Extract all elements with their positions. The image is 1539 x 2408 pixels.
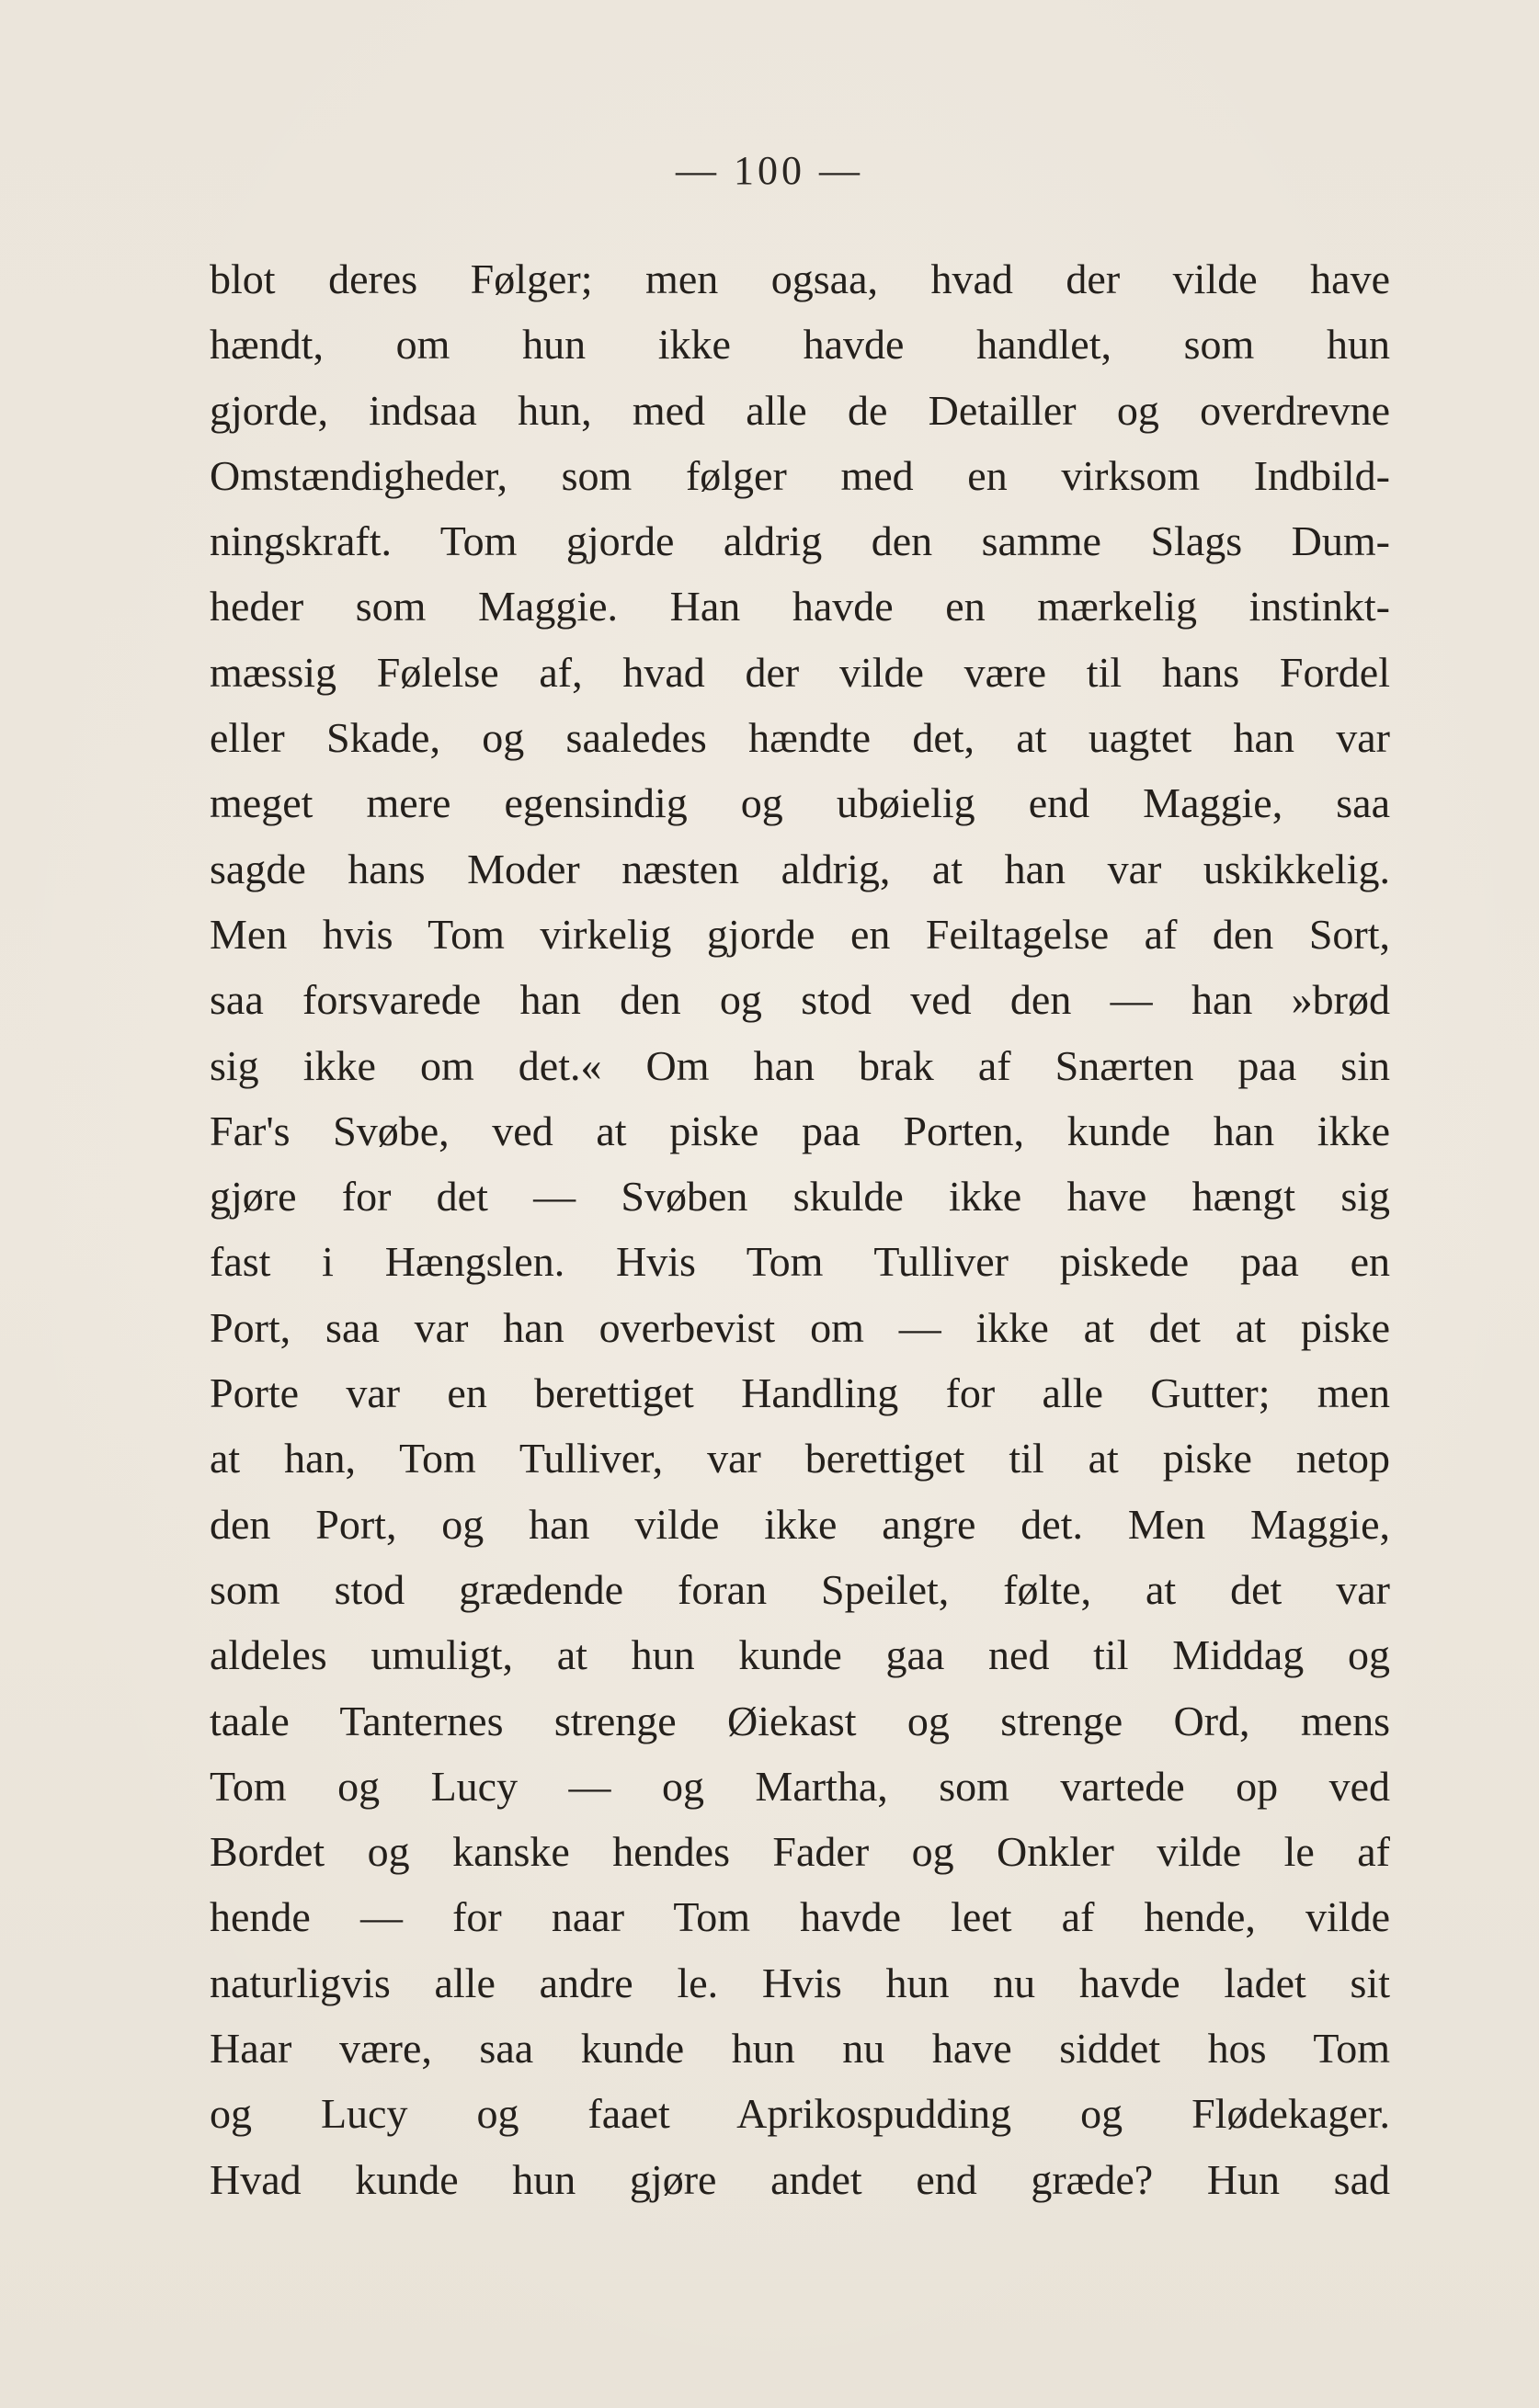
text-line: hændt, om hun ikke havde handlet, som hun [210, 321, 1390, 369]
text-line: sagde hans Moder næsten aldrig, at han var uskikkelig. [210, 845, 1390, 892]
text-line: blot deres Følger; men ogsaa, hvad der vilde have [210, 256, 1390, 302]
text-line: Port, saa var han overbevist om — ikke at det at piske [210, 1303, 1390, 1351]
text-line: ningskraft. Tom gjorde aldrig den samme Slags Dum- [210, 517, 1390, 565]
text-line: eller Skade, og saaledes hændte det, at uagtet han var [210, 714, 1390, 762]
text-line: gjøre for det — Svøben skulde ikke have hængt sig [210, 1173, 1390, 1221]
text-line: og Lucy og faaet Aprikospudding og Flødekager. [210, 2090, 1390, 2138]
text-line: aldeles umuligt, at hun kunde gaa ned til Middag og [210, 1631, 1390, 1679]
text-line: at han, Tom Tulliver, var berettiget til at piske netop [210, 1435, 1390, 1482]
text-line: gjorde, indsaa hun, med alle de Detailler og overdrevne [210, 386, 1390, 434]
text-line: saa forsvarede han den og stod ved den — han »brød [210, 976, 1390, 1024]
text-line: Porte var en berettiget Handling for alle Gutter; men [210, 1369, 1390, 1417]
text-line: den Port, og han vilde ikke angre det. Men Maggie, [210, 1500, 1390, 1548]
text-line: fast i Hængslen. Hvis Tom Tulliver piskede paa en [210, 1238, 1390, 1286]
text-line: heder som Maggie. Han havde en mærkelig instinkt- [210, 583, 1390, 630]
text-line: Bordet og kanske hendes Fader og Onkler vilde le af [210, 1828, 1390, 1876]
text-line: Tom og Lucy — og Martha, som vartede op ved [210, 1762, 1390, 1810]
text-line: Men hvis Tom virkelig gjorde en Feiltagelse af den Sort, [210, 910, 1390, 958]
text-line: taale Tanternes strenge Øiekast og strenge Ord, mens [210, 1697, 1390, 1744]
text-line: naturligvis alle andre le. Hvis hun nu havde ladet sit [210, 1959, 1390, 2006]
text-line: Haar være, saa kunde hun nu have siddet hos Tom [210, 2025, 1390, 2073]
text-line: hende — for naar Tom havde leet af hende, vilde [210, 1893, 1390, 1941]
text-line: Hvad kunde hun gjøre andet end græde? Hun sad [210, 2155, 1390, 2203]
text-line: mæssig Følelse af, hvad der vilde være til hans Fordel [210, 648, 1390, 696]
body-text [210, 246, 1390, 2212]
text-line: sig ikke om det.« Om han brak af Snærten paa sin [210, 1041, 1390, 1089]
text-line: som stod grædende foran Speilet, følte, at det var [210, 1565, 1390, 1613]
text-line: Far's Svøbe, ved at piske paa Porten, kunde han ikke [210, 1107, 1390, 1154]
text-line: meget mere egensindig og ubøielig end Maggie, saa [210, 779, 1390, 827]
text-line: Omstændigheder, som følger med en virksom Indbild- [210, 451, 1390, 499]
page-number: — 100 — [676, 148, 863, 193]
